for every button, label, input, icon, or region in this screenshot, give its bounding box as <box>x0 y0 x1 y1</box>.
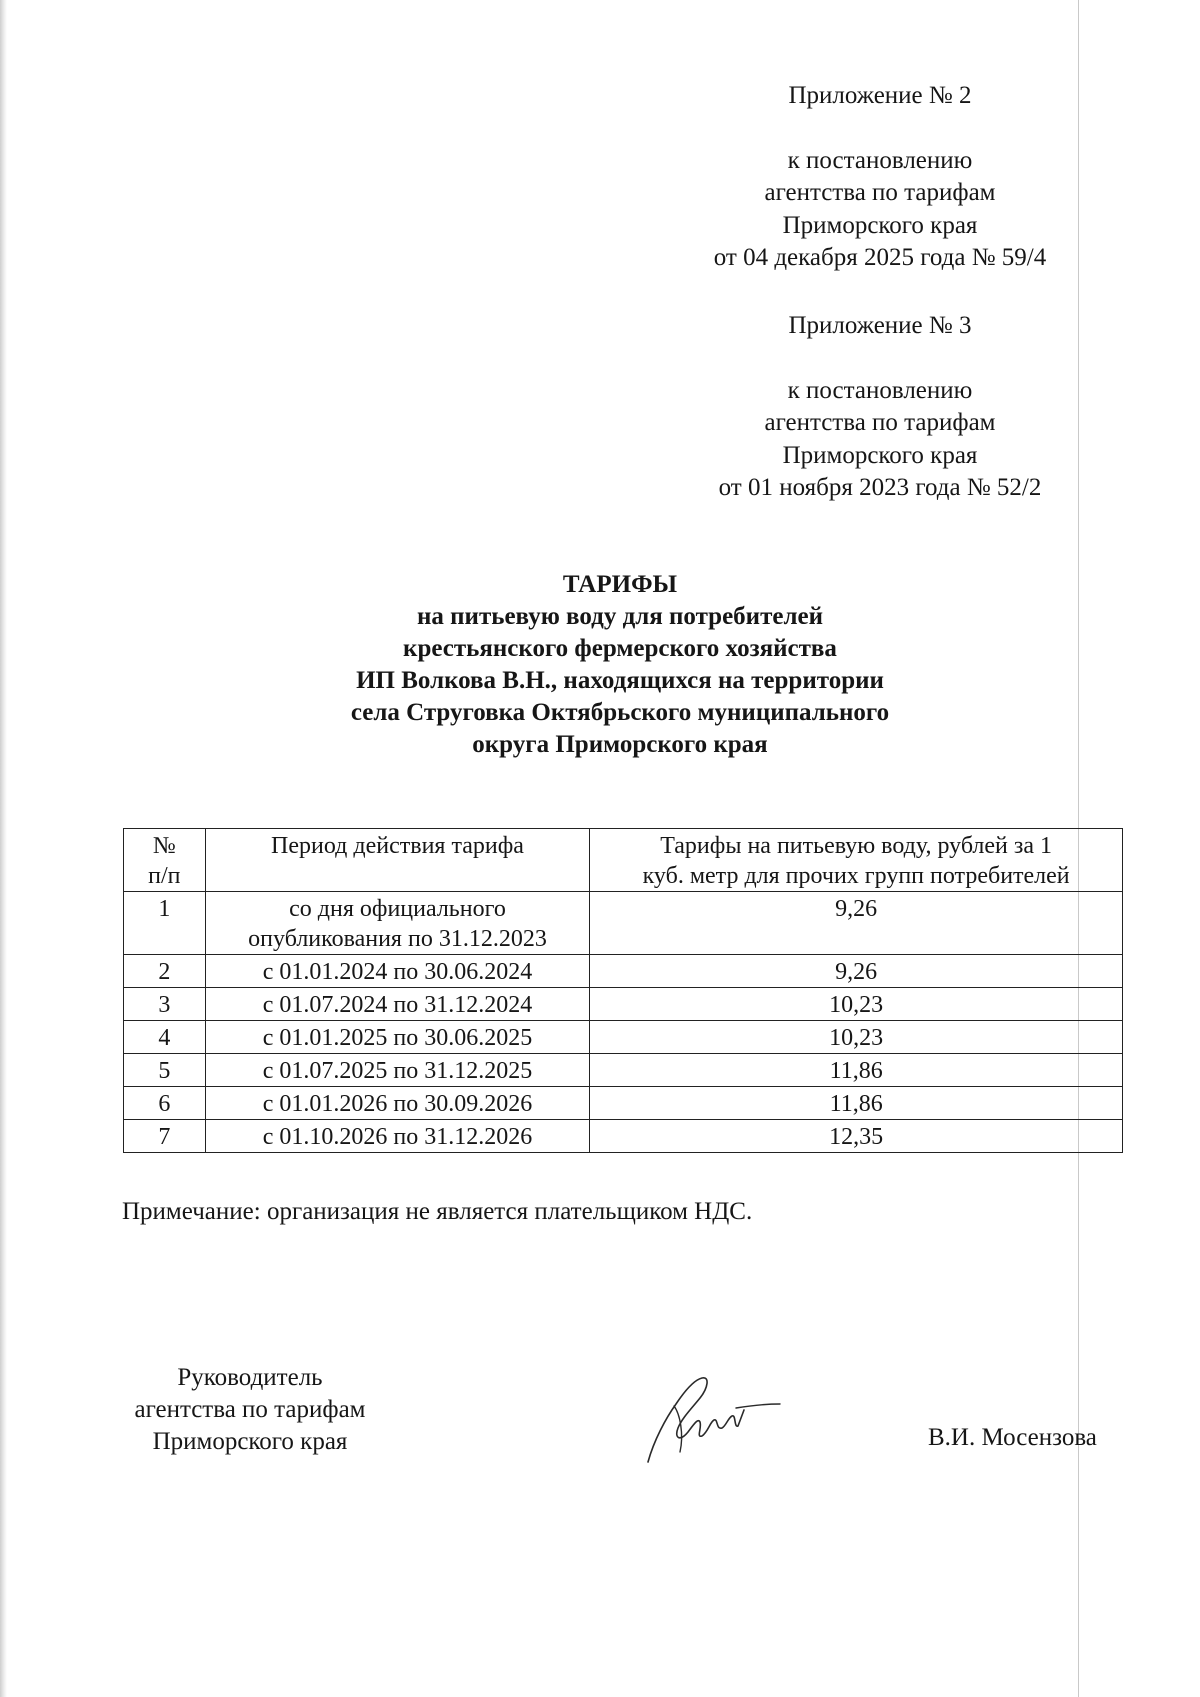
title-line: крестьянского фермерского хозяйства <box>403 635 837 662</box>
document-title <box>300 569 940 761</box>
note-text: Примечание: организация не является плательщиком НДС. <box>122 1198 753 1225</box>
header-number-line: № <box>152 833 176 859</box>
signatory-role-line: Руководитель <box>177 1364 323 1391</box>
row-number: 3 <box>124 988 206 1021</box>
row-period: с 01.07.2024 по 31.12.2024 <box>205 988 590 1021</box>
title-line: ИП Волкова В.Н., находящихся на территории <box>356 667 884 694</box>
title-heading: ТАРИФЫ <box>562 571 678 598</box>
annex-3-title: Приложение № 3 <box>788 312 972 339</box>
title-line: села Струговка Октябрьского муниципального <box>350 699 890 726</box>
scan-edge <box>0 0 7 1697</box>
header-tariff <box>590 829 1123 892</box>
table-row <box>124 892 1123 955</box>
header-number <box>124 829 206 892</box>
row-tariff: 9,26 <box>590 955 1123 988</box>
annex-2-title: Приложение № 2 <box>788 82 972 109</box>
table-row <box>124 1120 1123 1153</box>
row-period: с 01.10.2026 по 31.12.2026 <box>205 1120 590 1153</box>
table-row <box>124 1087 1123 1120</box>
handwritten-signature-icon <box>640 1370 790 1470</box>
row-period: с 01.01.2024 по 30.06.2024 <box>205 955 590 988</box>
signatory-name: В.И. Мосензова <box>928 1424 1097 1451</box>
table-row <box>124 988 1123 1021</box>
title-line: округа Приморского края <box>472 731 768 758</box>
row-number: 1 <box>124 892 206 955</box>
annex-2-line: Приморского края <box>782 211 978 239</box>
row-tariff: 11,86 <box>590 1054 1123 1087</box>
header-number-line: п/п <box>148 863 181 889</box>
signatory-role-line: агентства по тарифам <box>134 1396 366 1423</box>
row-period: с 01.01.2025 по 30.06.2025 <box>205 1021 590 1054</box>
row-period-line: опубликования по 31.12.2023 <box>248 926 547 952</box>
row-tariff: 10,23 <box>590 1021 1123 1054</box>
signatory-role <box>110 1362 390 1458</box>
annex-3-line: к постановлению <box>787 376 973 404</box>
header-tariff-line: куб. метр для прочих групп потребителей <box>642 863 1070 889</box>
row-number: 6 <box>124 1087 206 1120</box>
row-tariff: 11,86 <box>590 1087 1123 1120</box>
annex-3-line: Приморского края <box>782 441 978 469</box>
table-row <box>124 1021 1123 1054</box>
signatory-role-line: Приморского края <box>152 1428 348 1455</box>
row-number: 7 <box>124 1120 206 1153</box>
title-line: на питьевую воду для потребителей <box>417 603 823 630</box>
tariff-table <box>123 828 1123 1153</box>
row-number: 4 <box>124 1021 206 1054</box>
header-tariff-line: Тарифы на питьевую воду, рублей за 1 <box>660 833 1053 859</box>
row-tariff: 10,23 <box>590 988 1123 1021</box>
row-number: 5 <box>124 1054 206 1087</box>
row-tariff: 9,26 <box>590 892 1123 955</box>
row-period-line: со дня официального <box>289 896 506 922</box>
row-number: 2 <box>124 955 206 988</box>
annex-2-block <box>660 80 1100 275</box>
annex-2-line: от 04 декабря 2025 года № 59/4 <box>713 244 1047 271</box>
table-header-row <box>124 829 1123 892</box>
table-row <box>124 955 1123 988</box>
annex-3-line: агентства по тарифам <box>764 409 996 436</box>
row-period: с 01.07.2025 по 31.12.2025 <box>205 1054 590 1087</box>
row-period <box>205 892 590 955</box>
annex-2-line: к постановлению <box>787 146 973 174</box>
table-row <box>124 1054 1123 1087</box>
annex-3-line: от 01 ноября 2023 года № 52/2 <box>718 474 1042 501</box>
annex-3-block <box>660 310 1100 505</box>
row-period: с 01.01.2026 по 30.09.2026 <box>205 1087 590 1120</box>
header-period: Период действия тарифа <box>205 829 590 892</box>
row-tariff: 12,35 <box>590 1120 1123 1153</box>
annex-2-line: агентства по тарифам <box>764 179 996 206</box>
